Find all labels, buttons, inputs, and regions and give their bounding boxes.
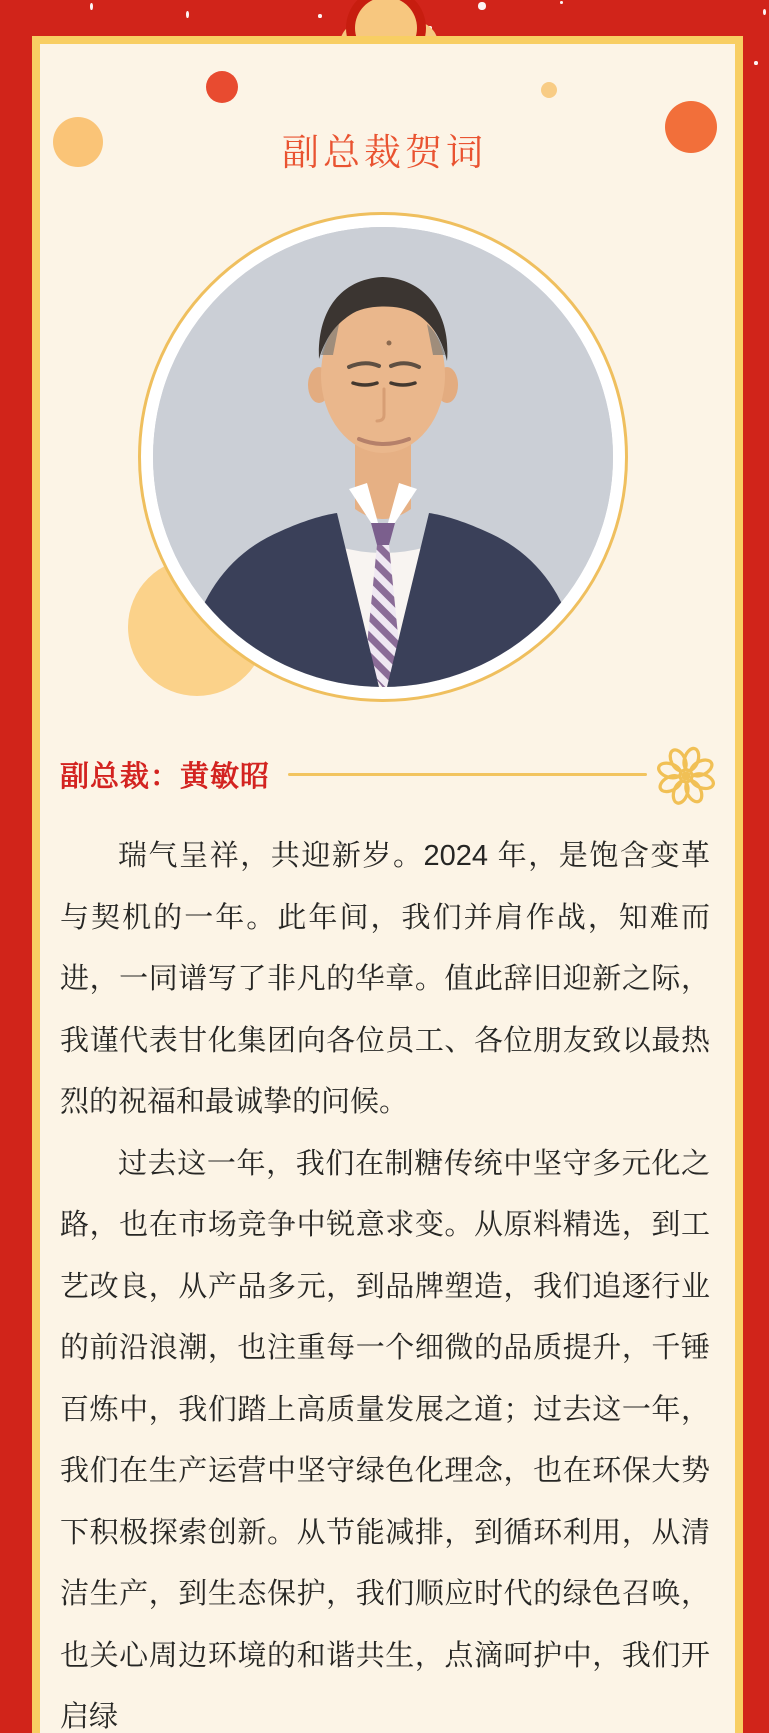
portrait-photo [153,227,613,687]
flower-icon [657,743,715,805]
greeting-paragraph-1: 瑞气呈祥，共迎新岁。2024 年，是饱含变革与契机的一年。此年间，我们并肩作战，知难而进，一同谱写了非凡的华章。值此辞旧迎新之际，我谨代表甘化集团向各位员工、各位朋友致以最热烈的祝福和最诚挚的问候。 [60,840,710,1118]
sparkle-dot [186,11,189,18]
sparkle-dot [560,1,563,4]
vp-name-label: 副总裁：黄敏昭 [60,760,271,793]
greeting-body [60,826,710,1733]
page-title: 副总裁贺词 [282,132,487,173]
sparkle-dot [754,61,758,65]
sparkle-dot [478,2,486,10]
deco-circle-red [206,71,238,103]
sparkle-dot [318,14,322,18]
divider-line [288,773,647,776]
name-row [60,742,715,806]
deco-circle-peach [541,82,557,98]
greeting-paragraph-2: 过去这一年，我们在制糖传统中坚守多元化之路，也在市场竞争中锐意求变。从原料精选，到工艺改良，从产品多元，到品牌塑造，我们追逐行业的前沿浪潮，也注重每一个细微的品质提升，千锤百炼中，我们踏上高质量发展之道；过去这一年，我们在生产运营中坚守绿色化理念，也在环保大势下积极探索创新。从节能减排，到循环利用，从清洁生产，到生态保护，我们顺应时代的绿色召唤，也关心周边环境的和谐共生，点滴呵护中，我们开启绿 [60,1147,710,1733]
sparkle-dot [90,3,93,10]
portrait-frame [138,212,628,702]
executive-portrait-illustration [153,227,613,687]
sparkle-dot [763,9,766,15]
